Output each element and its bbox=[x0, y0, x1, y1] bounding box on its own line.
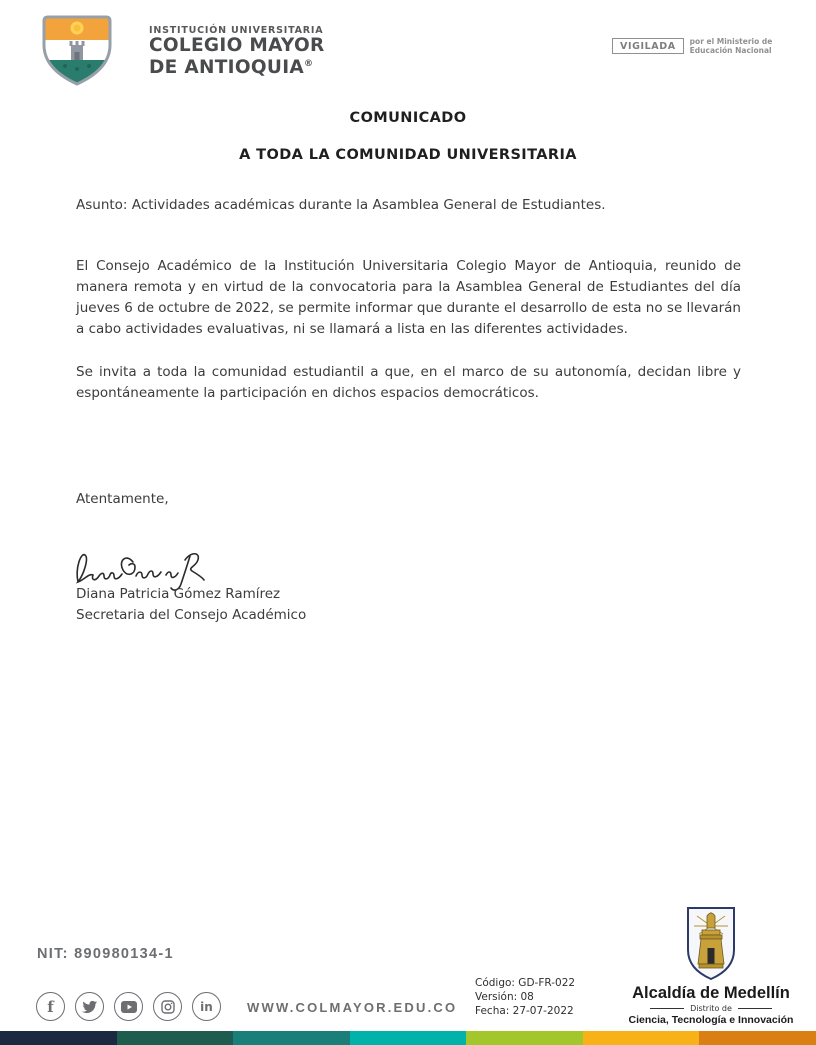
bar-segment bbox=[233, 1031, 350, 1045]
bar-segment bbox=[350, 1031, 467, 1045]
linkedin-icon: in bbox=[192, 992, 221, 1021]
medellin-coat-of-arms-icon bbox=[683, 906, 739, 982]
document-date: Fecha: 27-07-2022 bbox=[475, 1005, 574, 1017]
alcaldia-tagline: Ciencia, Tecnología e Innovación bbox=[628, 1014, 794, 1026]
paragraph-2: Se invita a toda la comunidad estudiantil a que, en el marco de su autonomía, decidan libre y espontáneamente la participación en dichos espacios democráticos. bbox=[76, 364, 741, 401]
bar-segment bbox=[699, 1031, 816, 1045]
page-subtitle: A TODA LA COMUNIDAD UNIVERSITARIA bbox=[239, 147, 577, 163]
institution-logo bbox=[35, 14, 325, 88]
institution-name-line1: INSTITUCIÓN UNIVERSITARIA bbox=[149, 24, 324, 36]
paragraph-1: El Consejo Académico de la Institución Universitaria Colegio Mayor de Antioquia, reunido de manera remota y en virtud de la convocatoria para la Asamblea General de Estudiantes del día jueves 6 de octubre de 2022, se permite informar que durante el desarrollo de esta no se llevarán a cabo actividades evaluativas, ni se llamará a lista en las diferentes actividades. bbox=[76, 258, 741, 337]
signer-name: Diana Patricia Gómez Ramírez bbox=[76, 586, 281, 602]
document-code: Código: GD-FR-022 bbox=[475, 977, 576, 989]
institution-name-line2: COLEGIO MAYOR bbox=[149, 34, 325, 56]
alcaldia-title: Alcaldía de Medellín bbox=[632, 984, 790, 1002]
footer-color-bar bbox=[0, 1031, 816, 1045]
bar-segment bbox=[583, 1031, 700, 1045]
twitter-icon bbox=[75, 992, 104, 1021]
letter-body bbox=[76, 195, 741, 510]
alcaldia-logo-block bbox=[622, 906, 800, 1026]
vigilada-badge bbox=[612, 37, 816, 55]
closing-salutation: Atentamente, bbox=[76, 491, 169, 507]
vigilada-label: VIGILADA bbox=[612, 38, 684, 54]
subject-line: Asunto: Actividades académicas durante la Asamblea General de Estudiantes. bbox=[76, 197, 606, 213]
document-control-block bbox=[475, 976, 575, 1018]
bar-segment bbox=[466, 1031, 583, 1045]
registered-trademark: ® bbox=[304, 58, 314, 69]
institution-name bbox=[149, 25, 325, 77]
social-icons-row bbox=[36, 992, 221, 1021]
youtube-icon bbox=[114, 992, 143, 1021]
page-title: COMUNICADO bbox=[349, 110, 467, 126]
bar-segment bbox=[117, 1031, 234, 1045]
instagram-icon bbox=[153, 992, 182, 1021]
website-url: WWW.COLMAYOR.EDU.CO bbox=[247, 1000, 458, 1015]
document-version: Versión: 08 bbox=[475, 991, 534, 1003]
vigilada-ministry-text: por el Ministerio de Educación Nacional bbox=[689, 37, 773, 55]
facebook-icon: f bbox=[36, 992, 65, 1021]
bar-segment bbox=[0, 1031, 117, 1045]
nit-number: NIT: 890980134-1 bbox=[37, 946, 174, 962]
institution-name-line3: DE ANTIOQUIA® bbox=[149, 57, 314, 79]
shield-logo-icon bbox=[35, 14, 119, 88]
signer-role: Secretaria del Consejo Académico bbox=[76, 607, 307, 623]
alcaldia-distrito: Distrito de bbox=[622, 1004, 800, 1013]
